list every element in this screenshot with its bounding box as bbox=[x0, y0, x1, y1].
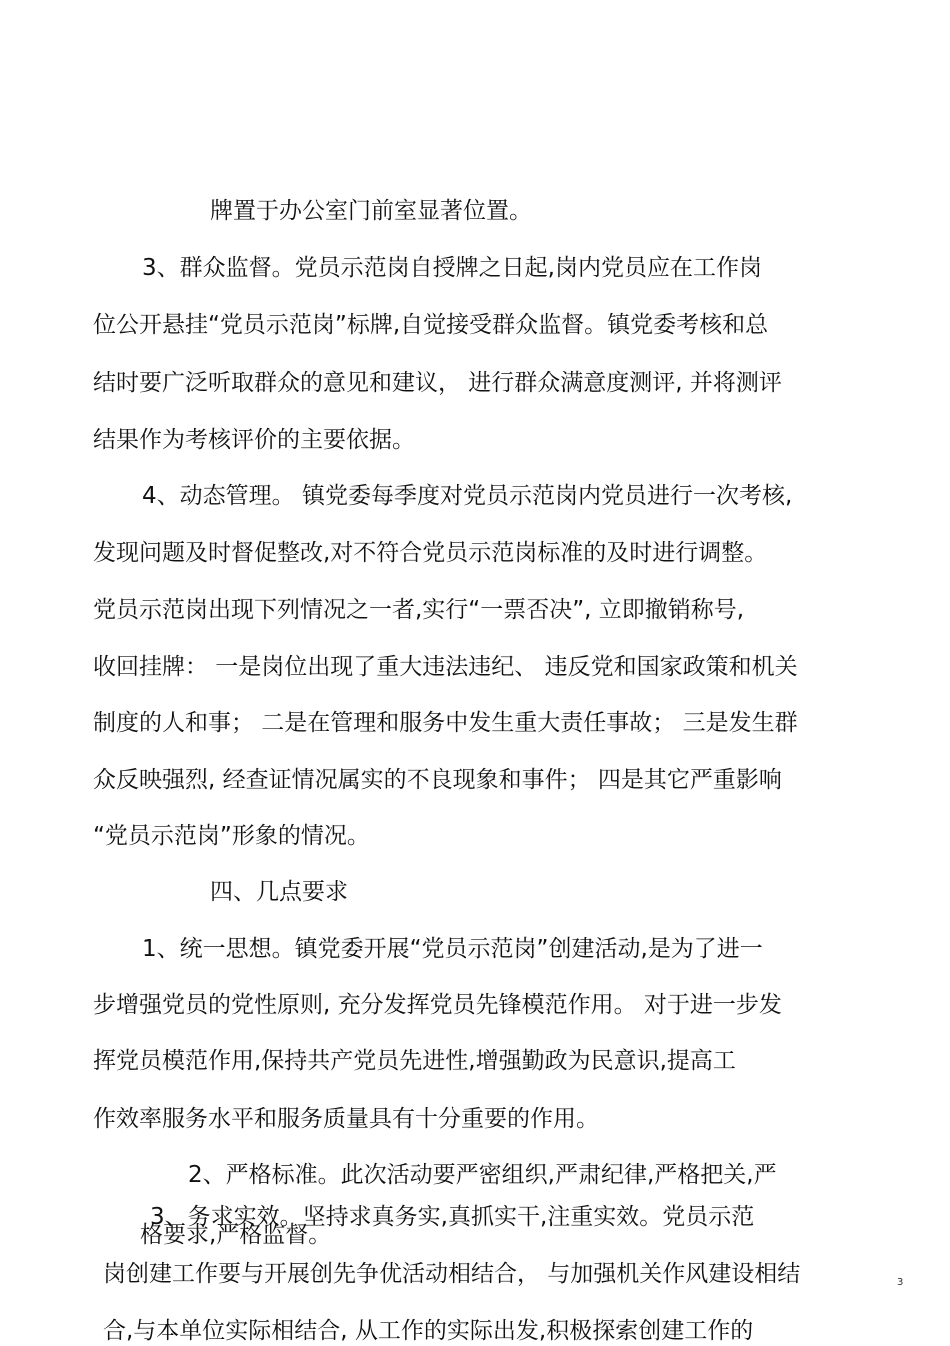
text-line: 发现问题及时督促整改,对不符合党员示范岗标准的及时进行调整。 bbox=[93, 540, 768, 566]
text-line: “党员示范岗”形象的情况。 bbox=[93, 823, 370, 849]
text-line: 位公开悬挂“党员示范岗”标牌,自觉接受群众监督。镇党委考核和总 bbox=[93, 312, 769, 338]
text-line: 4、动态管理。 镇党委每季度对党员示范岗内党员进行一次考核, bbox=[142, 483, 793, 509]
text-line: 党员示范岗出现下列情况之一者,实行“一票否决”, 立即撤销称号, bbox=[93, 597, 745, 623]
text-line: 步增强党员的党性原则, 充分发挥党员先锋模范作用。 对于进一步发 bbox=[93, 992, 782, 1018]
page-number: 3 bbox=[897, 1277, 904, 1288]
text-line: 结果作为考核评价的主要依据。 bbox=[93, 427, 415, 453]
section-heading: 四、几点要求 bbox=[210, 879, 348, 905]
text-line: 制度的人和事； 二是在管理和服务中发生重大责任事故； 三是发生群 bbox=[93, 710, 798, 736]
text-line: 众反映强烈, 经查证情况属实的不良现象和事件； 四是其它严重影响 bbox=[93, 767, 782, 793]
text-line: 格要求,严格监督。 bbox=[140, 1222, 332, 1248]
text-line: 牌置于办公室门前室显著位置。 bbox=[210, 198, 532, 224]
text-line: 作效率服务水平和服务质量具有十分重要的作用。 bbox=[93, 1106, 599, 1132]
text-line: 合,与本单位实际相结合, 从工作的实际出发,积极探索创建工作的 bbox=[103, 1318, 754, 1344]
text-line: 挥党员模范作用,保持共产党员先进性,增强勤政为民意识,提高工 bbox=[93, 1048, 736, 1074]
text-line: 3、群众监督。党员示范岗自授牌之日起,岗内党员应在工作岗 bbox=[142, 255, 762, 281]
text-line: 3、务求实效。坚持求真务实,真抓实干,注重实效。党员示范 bbox=[150, 1204, 755, 1230]
text-line: 岗创建工作要与开展创先争优活动相结合， 与加强机关作风建设相结 bbox=[103, 1261, 801, 1287]
text-line: 2、严格标准。此次活动要严密组织,严肃纪律,严格把关,严 bbox=[188, 1162, 777, 1188]
text-line: 结时要广泛听取群众的意见和建议， 进行群众满意度测评, 并将测评 bbox=[93, 370, 782, 396]
text-line: 1、统一思想。镇党委开展“党员示范岗”创建活动,是为了进一 bbox=[142, 936, 763, 962]
text-line: 收回挂牌： 一是岗位出现了重大违法违纪、 违反党和国家政策和机关 bbox=[93, 654, 798, 680]
